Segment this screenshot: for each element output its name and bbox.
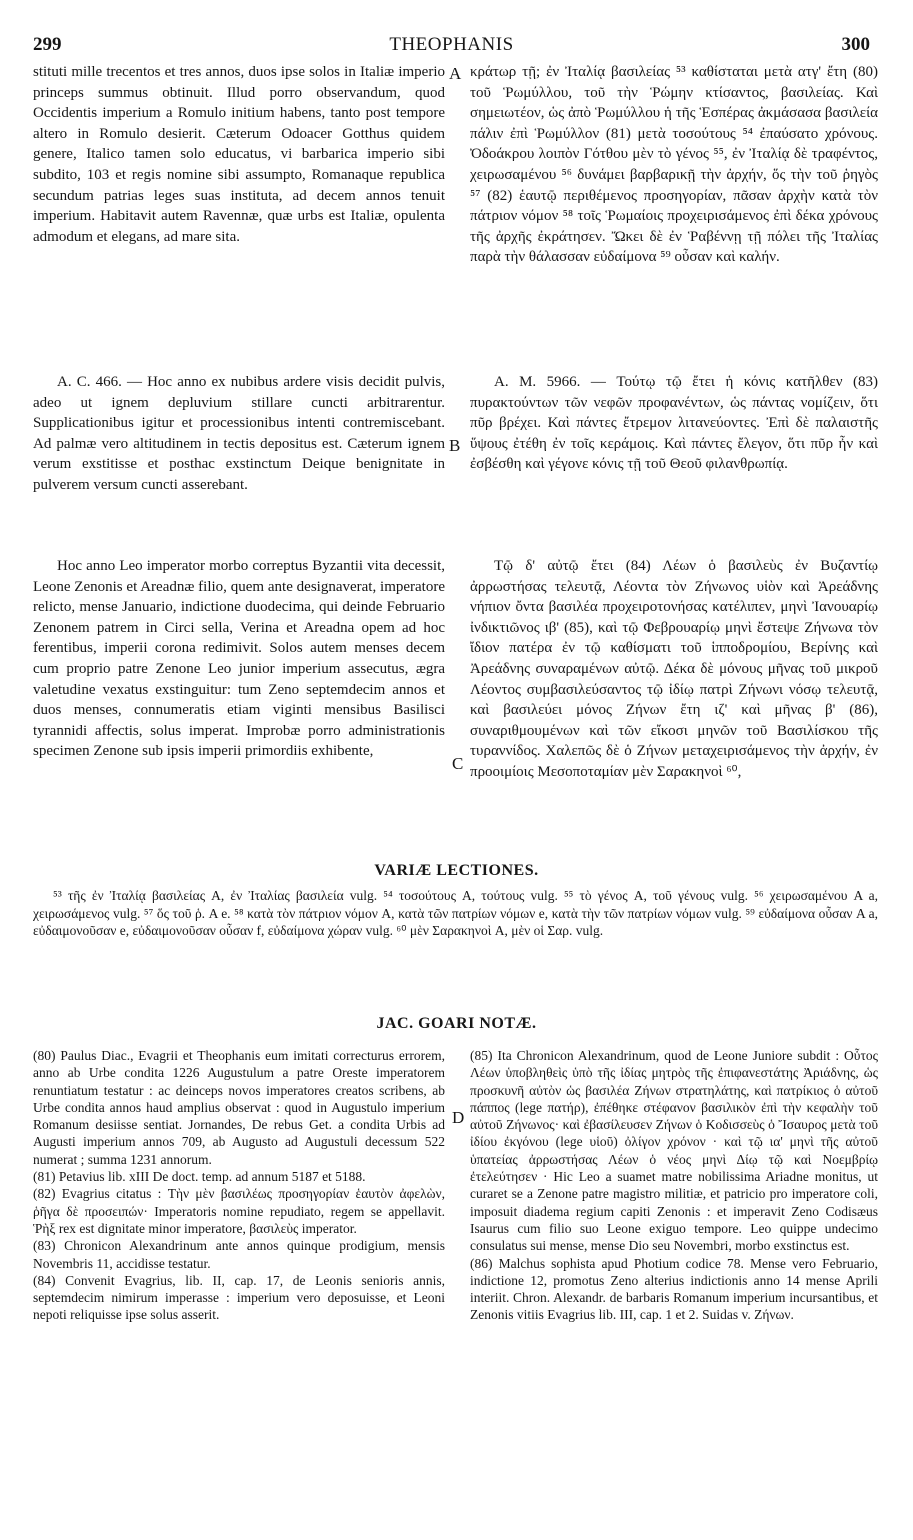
note-80: (80) Paulus Diac., Evagrii et Theophanis eum imitati correcturus errorem, anno ab Urbe condita 1226 Augustulum a patre Oreste imperatorem renuntiatum testatur : ac deinceps novos imperatores creatos scribens, ab Urbe condita annos haud amplius observat : quod in Augustulo imperium Romanum desiisse sentiat. Jornandes, De rebus Get. a condita Urbis ad Augusti imperium annos 709, ab Augusto ad Augustuli decessum 522 numerat ; summa 1231 annorum.	[33, 1048, 445, 1167]
margin-letter-c: C	[452, 754, 464, 773]
note-85: (85) Ita Chronicon Alexandrinum, quod de Leone Juniore subdit : Οὗτος Λέων ὑποβληθεὶς ὑπὸ τῆς ἰδίας μητρὸς τῆς ἐπιφανεστάτης Ἀριάδνης, ὡς προσκυνῆ αὐτὸν ὡς βασιλέα Ζήνων στρατηλάτης, καὶ πατρίκιος ὁ αὐτοῦ πάππος (lege πατήρ), ἐπέθηκε στέφανον βασιλικὸν ἐπὶ τὴν κεφαλὴν τοῦ αὐτοῦ Ζήνωνος· καὶ ἐβασίλευσεν Ζήνων ὁ Κοδισσεὺς ὁ Ἴσαυρος μετὰ τοῦ ἰδίου ἐκγόνου (lege υἱοῦ) ὀλίγον χρόνον · καὶ τῷ ια' μηνὶ τῆς αὐτοῦ ὑπατείας ἀρρωστήσας Λέων ὁ νέος μηνὶ Δίῳ τῷ καὶ Νοεμβρίῳ ἐτελεύτησεν · Hic Leo a suamet matre nobilissima Ariadne monitus, ut curaret se a Zenone patre magistro militiæ, et patricio pro imperatore coli, imposuit diadema regium capiti Zenonis : et imperavit Zeno Codisæus Isaurus cum filio suo Leone exiguo tempore. Leo quippe undecimo consulatus sui mense, mense Dio seu Novembri, morbo exstinctus est.	[470, 1048, 878, 1254]
latin-paragraph-2: A. C. 466. — Hoc anno ex nubibus ardere visis decidit pulvis, adeo ut ignem depluvium stillare cuncti arbitrarentur. Supplicationibus igitur et processionibus intenti contremiscebant. Ad palmæ vero altitudinem in tectis depositus est. Cæterum ignem verum exstitisse et posthac exstinctum Deique benignitate in pulverem versum cuncti asserebant.	[33, 374, 445, 493]
greek-column-3	[470, 556, 878, 783]
note-81: (81) Petavius lib. xIII De doct. temp. ad annum 5187 et 5188.	[33, 1169, 366, 1185]
variae-lectiones-text	[33, 887, 878, 940]
page-number-right: 300	[841, 34, 870, 55]
note-83: (83) Chronicon Alexandrinum ante annos quinque prodigium, mensis Novembris 11, accidisse testatur.	[33, 1238, 445, 1271]
notes-heading: JAC. GOARI NOTÆ.	[376, 1015, 537, 1032]
greek-paragraph-1: κράτωρ τῇ; ἐν Ἰταλίᾳ βασιλείας ⁵³ καθίσταται μετὰ ατγ' ἔτη (80) τοῦ Ῥωμύλλου, τοῦ τὴν Ῥώμην κτίσαντος, βασιλείας. Καὶ σημειωτέον, ὡς ἀπὸ Ῥωμύλλου ἡ τῆς Ἑσπέρας ἀκμάσασα βασιλεία πάλιν ἐπὶ Ῥωμύλλον (81) μετὰ τοσούτους ⁵⁴ ἐπαύσατο χρόνους. Ὀδοάκρου λοιπὸν Γότθου μὲν τὸ γένος ⁵⁵, ἐν Ἰταλίᾳ δὲ τραφέντος, χειρωσαμένου ⁵⁶ δυνάμει βαρβαρικῇ τὴν ἀρχήν, ὅς τὴν τοῦ ῥηγὸς ⁵⁷ (82) ἑαυτῷ περιθέμενος προσηγορίαν, πᾶσαν ἀρχὴν κατὰ τὸν πάτριον νόμον ⁵⁸ τοῖς Ῥωμαίοις προχειρισάμενος ἐπὶ δέκα χρόνους τῆς ἀρχῆς ἐκράτησεν. Ὤκει δὲ ἐν Ῥαβέννῃ τῇ πόλει τῆς Ἰταλίας παρὰ τὴν θάλασσαν εὐδαίμονα ⁵⁹ οὖσαν καὶ καλήν.	[470, 64, 878, 266]
greek-paragraph-2: A. M. 5966. — Τούτῳ τῷ ἔτει ἡ κόνις κατῆλθεν (83) πυρακτούντων τῶν νεφῶν προφανέντων, ὡς πάντας νομίζειν, ὅτι πῦρ βρέχει. Καὶ πάντες ἔτρεμον λιτανεύοντες. Ἐπὶ δὲ παλαιστῆς ὕψους ἐτέθη ἐν τοῖς κεράμοις. Καὶ πάντες ἔλεγον, ὅτι πῦρ ἦν καὶ ἐσβέσθη καὶ γέγονε κόνις τῇ τοῦ Θεοῦ φιλανθρωπίᾳ.	[470, 374, 878, 473]
margin-letter-d: D	[452, 1108, 465, 1127]
greek-paragraph-3: Τῷ δ' αὐτῷ ἔτει (84) Λέων ὁ βασιλεὺς ἐν Βυζαντίῳ ἀρρωστήσας τελευτᾷ, Λέοντα τὸν Ζήνωνος υἱὸν καὶ Ἀρεάδνης νήπιον ὄντα βασιλέα προχειροτονήσας κατέλιπεν, μηνὶ Ἰανουαρίῳ ἰνδικτιῶνος ιβ' (85), καὶ τῷ Φεβρουαρίῳ μηνὶ ἔστεψε Ζήνωνα τὸν ἴδιον πατέρα ἐν τῷ καθίσματι τοῦ ἱπποδρομίου, Βερίνης καὶ Ἀρεάδνης συναραμένων αὐτῷ. Δέκα δὲ μόνους μῆνας τοῦ μικροῦ Λέοντος συμβασιλεύσαντος τῷ ἰδίῳ πατρὶ Ζήνωνι νόσῳ τελευτᾷ, καὶ βασιλεύει μόνος Ζήνων ἔτη ιζ' καὶ μῆνας β' (86), συναριθμουμένων καὶ τῶν εἴκοσι μηνῶν τοῦ Βασιλίσκου τῆς τυραννίδος. Χαλεπῶς δὲ ὁ Ζήνων μεταχειρισάμενος τὴν ἀρχήν, ἐν προοιμίοις Μεσοποταμίαν μὲν Σαρακηνοὶ ⁶⁰,	[470, 558, 878, 780]
running-title: THEOPHANIS	[389, 34, 514, 55]
running-header	[33, 34, 870, 58]
note-86: (86) Malchus sophista apud Photium codice 78. Mense vero Februario, indictione 12, promotus Zeno alterius indictionis anno 14 mense Aprili interiit. Chron. Alexandr. de barbaris Romanum imperium incursantibus, et Zenonis vitiis Evagrius lib. III, cap. 1 et 2. Suidas v. Ζήνων.	[470, 1255, 878, 1323]
latin-column-2	[33, 372, 445, 496]
latin-paragraph-3: Hoc anno Leo imperator morbo correptus Byzantii vita decessit, Leone Zenonis et Areadnæ filio, quem ante designaverat, imperatore relicto, mense Januario, indictione duodecima, qui deinde Februario Zenonem patrem in Circi sella, Verina et Areadna opem ad hoc ferentibus, imperii corona redimivit. Solos autem menses decem cum proprio patre Zenone Leo junior imperium assecutus, ægra valetudine vexatus exstinguitur: tum Zeno septemdecim annos et duos menses, connumeratis etiam viginti mensibus Basilisci tyrannidi affectis, solus imperat. Improbæ porro administrationis specimen Zenone sub ipsis imperii primordiis exhibente,	[33, 558, 445, 760]
latin-column	[33, 62, 445, 247]
margin-letter-a: A	[449, 64, 462, 83]
notes-right-column	[470, 1047, 878, 1324]
page-number-left: 299	[33, 34, 62, 55]
latin-column-3	[33, 556, 445, 762]
greek-column	[470, 62, 878, 268]
variae-lectiones-body: ⁵³ τῆς ἐν Ἰταλίᾳ βασιλείας A, ἐν Ἰταλίας βασιλεία vulg. ⁵⁴ τοσούτους A, τούτους vulg. ⁵⁵ τὸ γένος A, τοῦ γένους vulg. ⁵⁶ χειρωσαμένου A a, χειρωσάμενος vulg. ⁵⁷ ὅς τοῦ ῥ. A e. ⁵⁸ κατὰ τὸν πάτριον νόμον A, κατὰ τῶν πατρίων νόμων e, κατὰ τὴν τῶν πατρίων νόμων vulg. ⁵⁹ εὐδαίμονα οὖσαν A a, εὐδαιμονοῦσαν e, εὐδαιμονοῦσαν οὖσαν f, εὐδαίμονα χώραν vulg. ⁶⁰ μὲν Σαρακηνοὶ A, μὲν οἱ Σαρ. vulg.	[33, 888, 878, 939]
margin-letter-b: B	[449, 436, 461, 455]
greek-column-2	[470, 372, 878, 475]
latin-paragraph-1: stituti mille trecentos et tres annos, duos ipse solos in Italiæ imperio princeps summus obtinuit. Illud porro observandum, quod Occidentis imperium a Romulo initium habens, tanto post tempore altero in Romulo desierit. Cæterum Odoacer Gotthus quidem genere, Italico tamen solo educatus, vi barbarica imperio sibi subdito, 103 et regis nomine sibi assumpto, Romanaque republica secundum patrias leges suas instituta, ad decem annos tenuit imperium. Habitavit autem Ravennæ, quæ urbs est Italiæ, opulenta admodum et elegans, ad mare sita.	[33, 64, 445, 245]
note-84: (84) Convenit Evagrius, lib. II, cap. 17, de Leonis senioris annis, septemdecim nimirum imperasse : imperium vero deposuisse, et Leoni nepoti reliquisse ipse solus asserit.	[33, 1272, 445, 1323]
variae-lectiones-heading: VARIÆ LECTIONES.	[374, 862, 539, 879]
notes-left-column	[33, 1047, 445, 1324]
note-82: (82) Evagrius citatus : Τὴν μὲν βασιλέως προσηγορίαν ἑαυτὸν ἀφελὼν, ῥῆγα δὲ προσειπών· Imperatoris nomine repudiato, regem se appellavit. Ῥὴξ rex est dignitate minor imperatore, βασιλεὺς imperator.	[33, 1186, 445, 1236]
